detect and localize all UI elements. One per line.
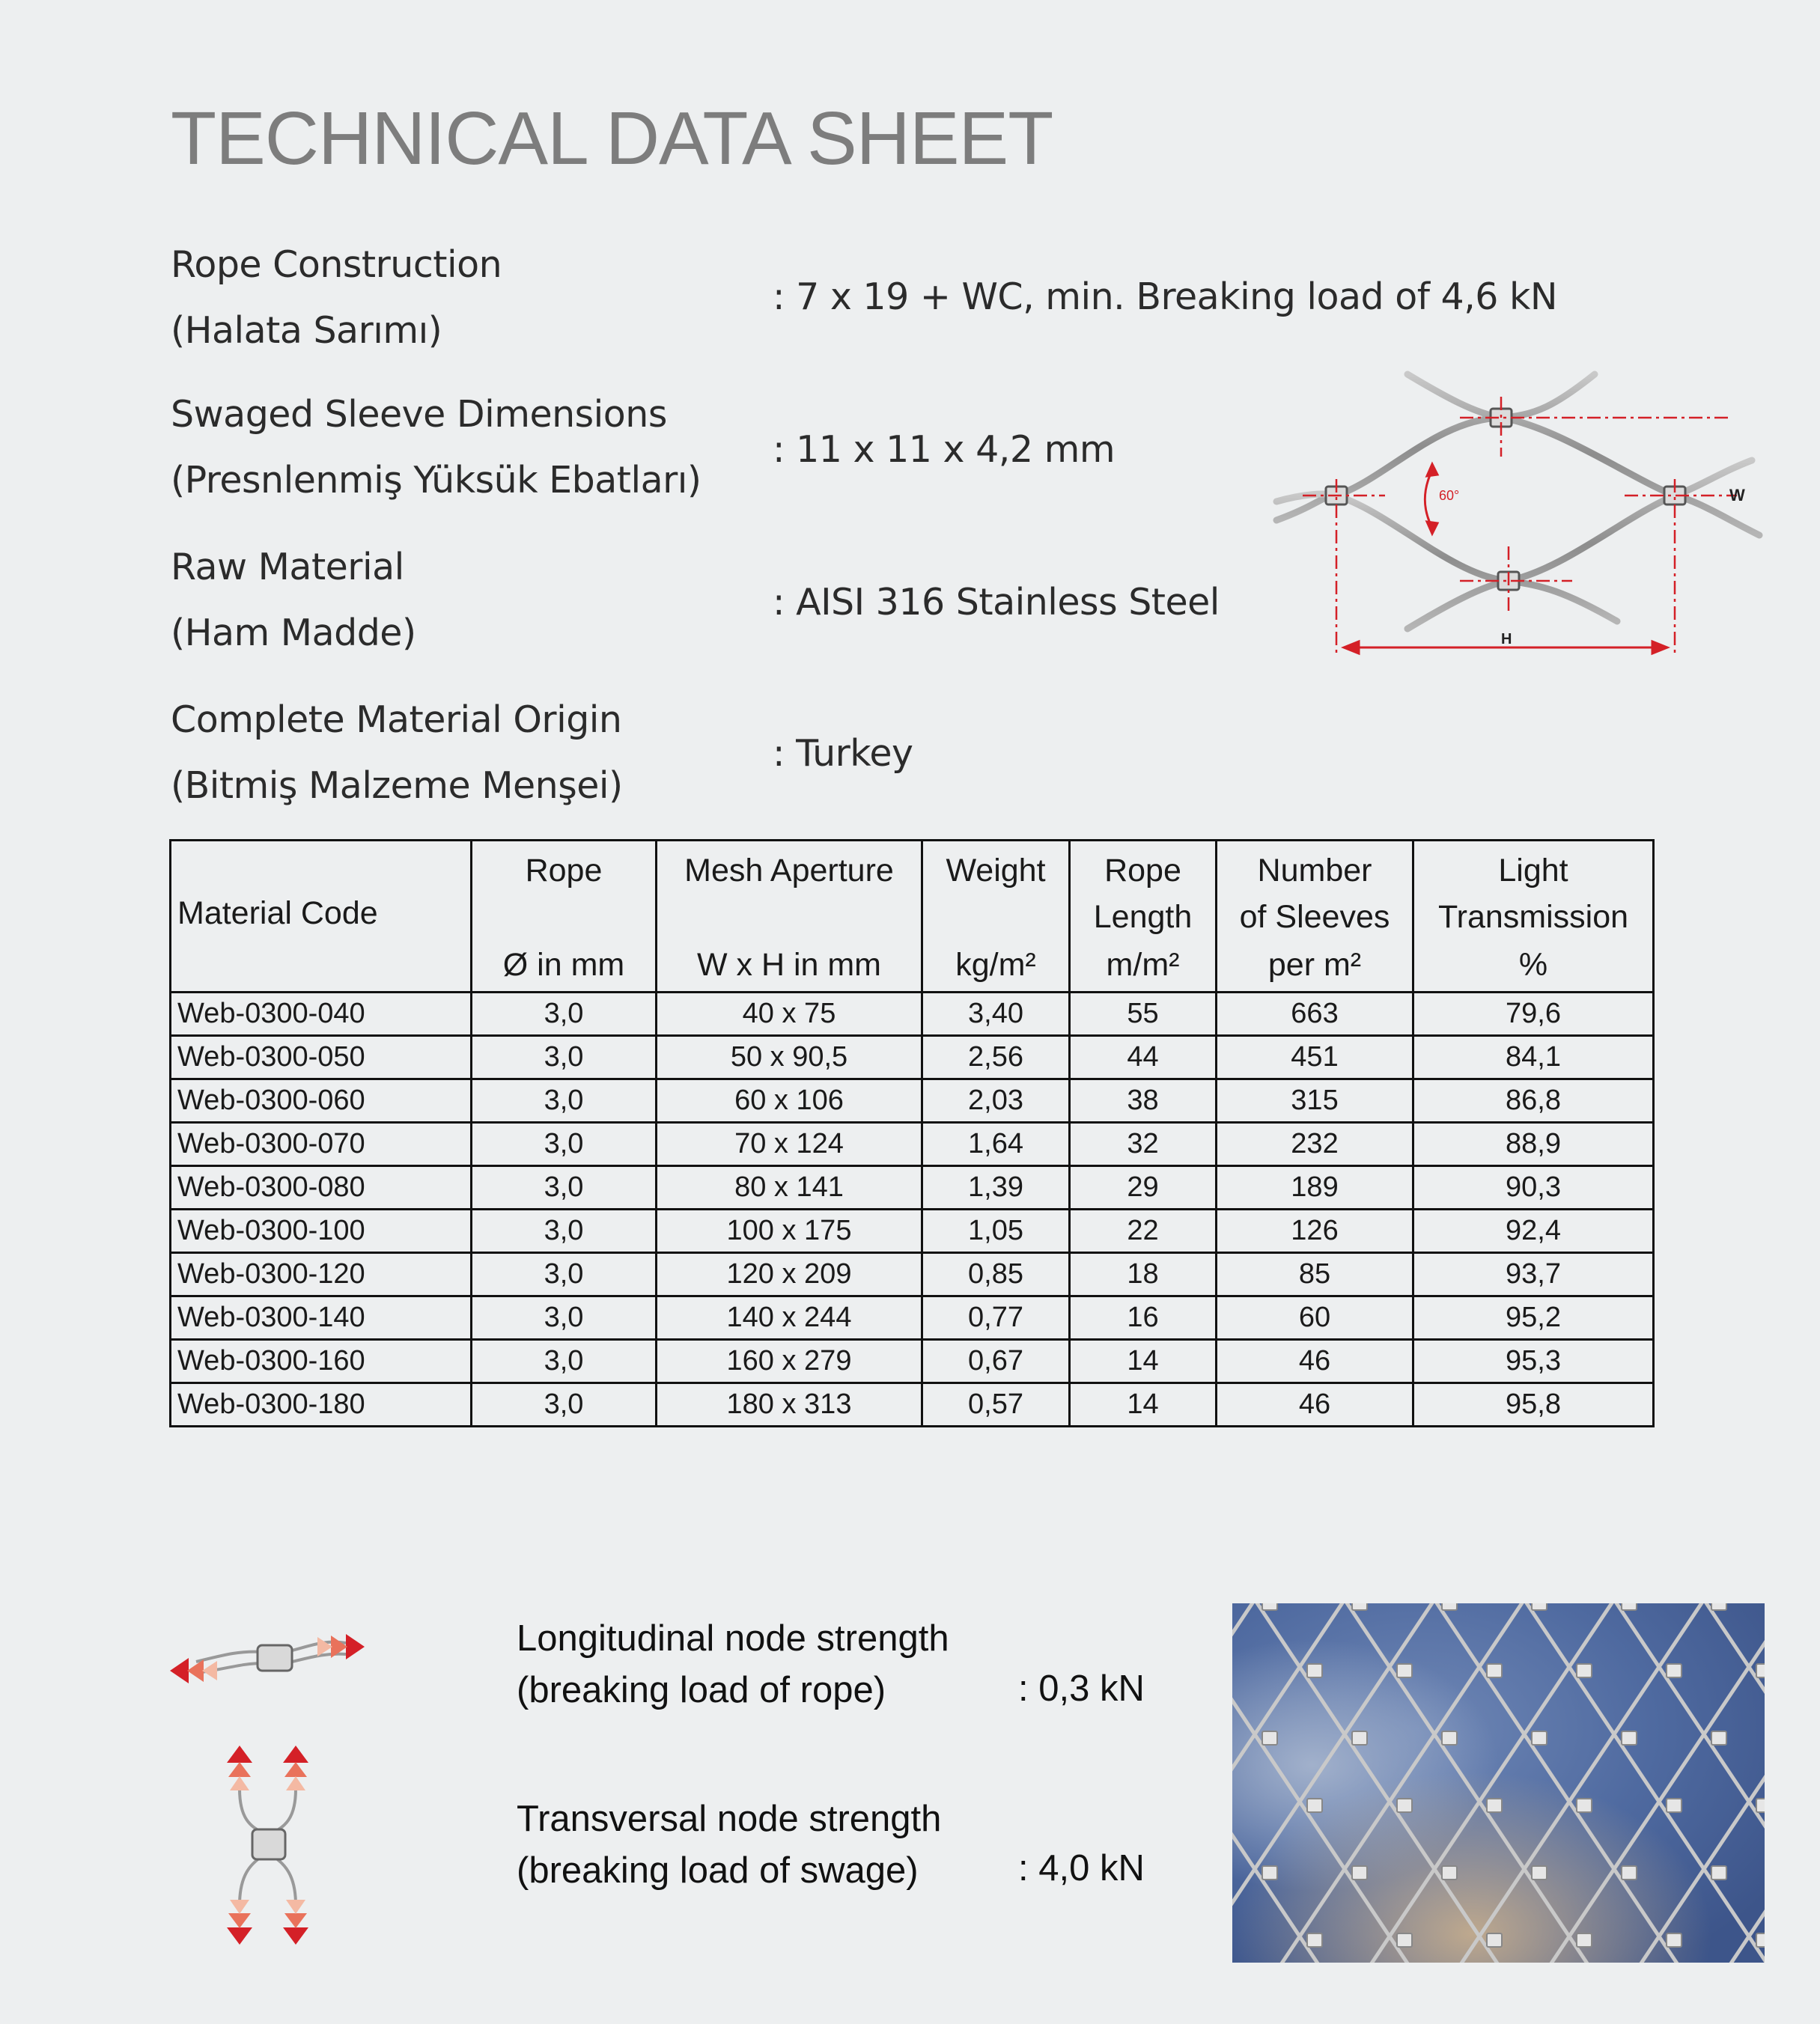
cell-aperture: 160 x 279: [657, 1340, 922, 1383]
cell-code: Web-0300-100: [171, 1210, 472, 1253]
prop-value-origin: : Turkey: [773, 732, 913, 775]
cell-weight: 1,64: [922, 1123, 1070, 1166]
longitudinal-strength-label: Longitudinal node strength (breaking load of rope): [517, 1618, 949, 1710]
mesh-sleeve: [1307, 1799, 1322, 1812]
prop-value-rope-construction: : 7 x 19 + WC, min. Breaking load of 4,6 kN: [773, 275, 1558, 318]
prop-label-rope-construction: Rope Construction: [171, 243, 502, 286]
mesh-sleeve: [1622, 1866, 1637, 1880]
mesh-sleeve: [1487, 1664, 1502, 1677]
cell-weight: 3,40: [922, 993, 1070, 1036]
table-row: [171, 1210, 1654, 1253]
cell-rope-length: 14: [1070, 1340, 1217, 1383]
cell-light-transmission: 79,6: [1413, 993, 1654, 1036]
prop-label-origin-tr: (Bitmiş Malzeme Menşei): [171, 764, 623, 807]
cell-weight: 0,67: [922, 1340, 1070, 1383]
cell-rope-diameter: 3,0: [472, 1383, 657, 1427]
mesh-sleeve: [1667, 1799, 1681, 1812]
cell-code: Web-0300-180: [171, 1383, 472, 1427]
transversal-node-icon: [213, 1744, 326, 1946]
arrow-left-icon: [170, 1658, 217, 1683]
cell-rope-diameter: 3,0: [472, 1210, 657, 1253]
cell-sleeves: 85: [1217, 1253, 1413, 1296]
table-row: [171, 1036, 1654, 1079]
cell-aperture: 140 x 244: [657, 1296, 922, 1340]
cell-rope-length: 16: [1070, 1296, 1217, 1340]
mesh-sleeve: [1307, 1664, 1322, 1677]
cell-rope-diameter: 3,0: [472, 1340, 657, 1383]
cell-sleeves: 46: [1217, 1340, 1413, 1383]
cell-code: Web-0300-060: [171, 1079, 472, 1123]
cell-weight: 1,05: [922, 1210, 1070, 1253]
cell-light-transmission: 93,7: [1413, 1253, 1654, 1296]
mesh-sleeve: [1756, 1933, 1765, 1947]
mesh-sleeve: [1532, 1866, 1547, 1880]
mesh-sleeve: [1307, 1933, 1322, 1947]
mesh-sleeve: [1352, 1603, 1367, 1610]
cell-light-transmission: 84,1: [1413, 1036, 1654, 1079]
mesh-sleeve: [1262, 1603, 1277, 1610]
arrow-down-icon: [227, 1900, 308, 1945]
cell-rope-diameter: 3,0: [472, 1296, 657, 1340]
mesh-sleeve: [1397, 1799, 1412, 1812]
header-sleeves: Number of Sleeves per m²: [1217, 841, 1413, 993]
cell-sleeves: 46: [1217, 1383, 1413, 1427]
mesh-sleeve: [1756, 1664, 1765, 1677]
mesh-sleeve: [1397, 1933, 1412, 1947]
mesh-photo: [1232, 1603, 1765, 1963]
cell-weight: 2,56: [922, 1036, 1070, 1079]
cell-light-transmission: 95,2: [1413, 1296, 1654, 1340]
cell-rope-diameter: 3,0: [472, 1123, 657, 1166]
cell-rope-length: 32: [1070, 1123, 1217, 1166]
cell-aperture: 120 x 209: [657, 1253, 922, 1296]
mesh-sleeve: [1577, 1664, 1592, 1677]
cell-sleeves: 60: [1217, 1296, 1413, 1340]
mesh-sleeve: [1262, 1866, 1277, 1880]
header-material-code: Material Code: [171, 841, 472, 993]
mesh-sleeve: [1442, 1603, 1457, 1610]
cell-code: Web-0300-140: [171, 1296, 472, 1340]
table-row: [171, 1079, 1654, 1123]
prop-label-raw-material-tr: (Ham Madde): [171, 612, 416, 654]
cell-sleeves: 663: [1217, 993, 1413, 1036]
mesh-sleeve: [1622, 1603, 1637, 1610]
cell-rope-length: 55: [1070, 993, 1217, 1036]
mesh-sleeve: [1352, 1866, 1367, 1880]
cell-weight: 1,39: [922, 1166, 1070, 1210]
cell-aperture: 40 x 75: [657, 993, 922, 1036]
cell-light-transmission: 92,4: [1413, 1210, 1654, 1253]
mesh-sleeve: [1667, 1933, 1681, 1947]
cell-rope-length: 18: [1070, 1253, 1217, 1296]
transversal-strength-value: : 4,0 kN: [1018, 1848, 1145, 1889]
mesh-sleeve: [1577, 1799, 1592, 1812]
mesh-sleeve: [1442, 1731, 1457, 1745]
cell-aperture: 50 x 90,5: [657, 1036, 922, 1079]
mesh-sleeve: [1397, 1664, 1412, 1677]
arrow-up-icon: [227, 1746, 308, 1790]
header-mesh-aperture: Mesh Aperture W x H in mm: [657, 841, 922, 993]
mesh-sleeve: [1487, 1799, 1502, 1812]
cell-code: Web-0300-070: [171, 1123, 472, 1166]
mesh-sleeve: [1667, 1664, 1681, 1677]
cell-weight: 2,03: [922, 1079, 1070, 1123]
cell-weight: 0,77: [922, 1296, 1070, 1340]
mesh-sleeve: [1352, 1731, 1367, 1745]
mesh-sleeve: [1532, 1603, 1547, 1610]
cell-rope-diameter: 3,0: [472, 1079, 657, 1123]
prop-label-sleeve-dimensions: Swaged Sleeve Dimensions: [171, 393, 667, 436]
cell-rope-diameter: 3,0: [472, 1166, 657, 1210]
cell-rope-diameter: 3,0: [472, 1036, 657, 1079]
cell-aperture: 70 x 124: [657, 1123, 922, 1166]
mesh-sleeve: [1532, 1731, 1547, 1745]
angle-label: 60°: [1439, 488, 1460, 503]
cell-aperture: 60 x 106: [657, 1079, 922, 1123]
longitudinal-strength-value: : 0,3 kN: [1018, 1668, 1145, 1709]
mesh-sleeve: [1622, 1731, 1637, 1745]
transversal-strength-label: Transversal node strength (breaking load of swage): [517, 1799, 942, 1891]
cell-weight: 0,57: [922, 1383, 1070, 1427]
mesh-sleeve: [1442, 1866, 1457, 1880]
cell-rope-length: 29: [1070, 1166, 1217, 1210]
prop-label-rope-construction-tr: (Halata Sarımı): [171, 309, 442, 352]
cell-rope-diameter: 3,0: [472, 1253, 657, 1296]
cell-rope-length: 14: [1070, 1383, 1217, 1427]
cell-aperture: 100 x 175: [657, 1210, 922, 1253]
cell-light-transmission: 95,3: [1413, 1340, 1654, 1383]
cell-aperture: 80 x 141: [657, 1166, 922, 1210]
table-row: [171, 1296, 1654, 1340]
prop-label-origin: Complete Material Origin: [171, 698, 622, 741]
cell-light-transmission: 90,3: [1413, 1166, 1654, 1210]
dimension-arrows: [1344, 464, 1667, 653]
header-light-transmission: Light Transmission %: [1413, 841, 1654, 993]
mesh-sleeve: [1711, 1603, 1726, 1610]
table-header-row: [171, 841, 1654, 993]
cell-code: Web-0300-160: [171, 1340, 472, 1383]
spec-table: [169, 839, 1655, 1427]
cell-code: Web-0300-040: [171, 993, 472, 1036]
longitudinal-node-icon: [166, 1617, 368, 1699]
mesh-sleeve: [1711, 1866, 1726, 1880]
cell-sleeves: 315: [1217, 1079, 1413, 1123]
cell-code: Web-0300-050: [171, 1036, 472, 1079]
prop-label-sleeve-dimensions-tr: (Presnlenmiş Yüksük Ebatları): [171, 459, 701, 502]
cell-sleeves: 126: [1217, 1210, 1413, 1253]
cell-code: Web-0300-080: [171, 1166, 472, 1210]
cell-light-transmission: 95,8: [1413, 1383, 1654, 1427]
header-rope-length: Rope Length m/m²: [1070, 841, 1217, 993]
cell-sleeves: 451: [1217, 1036, 1413, 1079]
table-row: [171, 1383, 1654, 1427]
table-row: [171, 1123, 1654, 1166]
mesh-sleeve: [1577, 1933, 1592, 1947]
mesh-sleeve: [1262, 1731, 1277, 1745]
mesh-sleeve: [1487, 1933, 1502, 1947]
page-title: TECHNICAL DATA SHEET: [171, 97, 1053, 180]
sleeve-icons: [1326, 409, 1685, 590]
cell-rope-length: 44: [1070, 1036, 1217, 1079]
height-label: H: [1501, 631, 1512, 647]
dimension-lines: [1303, 397, 1737, 655]
table-row: [171, 1340, 1654, 1383]
mesh-sleeve: [1711, 1731, 1726, 1745]
cell-rope-diameter: 3,0: [472, 993, 657, 1036]
width-label: W: [1729, 486, 1745, 505]
cell-weight: 0,85: [922, 1253, 1070, 1296]
cell-light-transmission: 86,8: [1413, 1079, 1654, 1123]
cell-sleeves: 189: [1217, 1166, 1413, 1210]
cell-rope-length: 38: [1070, 1079, 1217, 1123]
header-weight: Weight kg/m²: [922, 841, 1070, 993]
mesh-diagram: [1273, 367, 1767, 666]
table-row: [171, 1253, 1654, 1296]
mesh-sleeve: [1756, 1799, 1765, 1812]
cell-rope-length: 22: [1070, 1210, 1217, 1253]
prop-label-raw-material: Raw Material: [171, 546, 404, 588]
cell-light-transmission: 88,9: [1413, 1123, 1654, 1166]
header-rope-diameter: Rope Ø in mm: [472, 841, 657, 993]
cell-aperture: 180 x 313: [657, 1383, 922, 1427]
table-row: [171, 993, 1654, 1036]
cell-sleeves: 232: [1217, 1123, 1413, 1166]
table-row: [171, 1166, 1654, 1210]
prop-value-sleeve-dimensions: : 11 x 11 x 4,2 mm: [773, 428, 1116, 471]
prop-value-raw-material: : AISI 316 Stainless Steel: [773, 581, 1220, 624]
cell-code: Web-0300-120: [171, 1253, 472, 1296]
